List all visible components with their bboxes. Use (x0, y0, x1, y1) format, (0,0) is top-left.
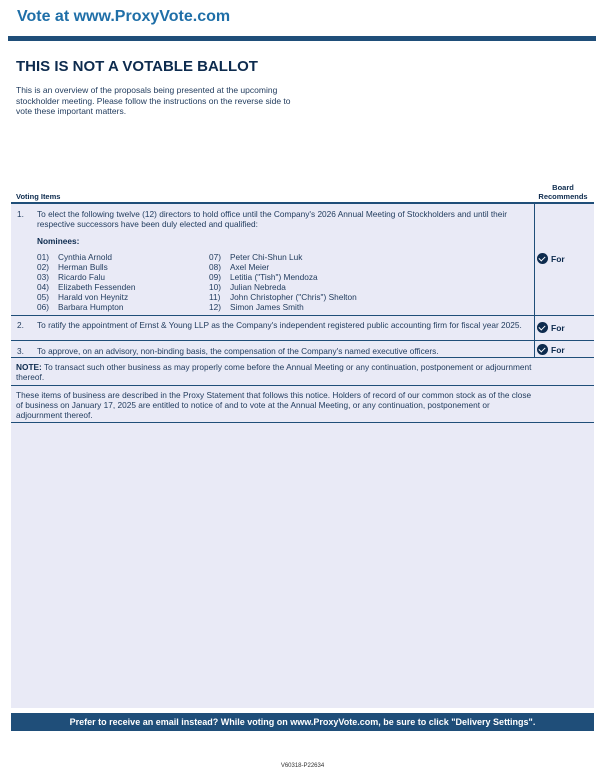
nominee-number: 06) (37, 302, 49, 312)
item-number: 2. (17, 320, 24, 330)
board-recommends-header: Board Recommends (538, 183, 588, 201)
nominee-number: 07) (209, 252, 221, 262)
nominee (209, 282, 286, 292)
ballot-title: THIS IS NOT A VOTABLE BALLOT (16, 58, 258, 75)
nominee (37, 272, 105, 282)
header-title: Vote at www.ProxyVote.com (17, 8, 231, 25)
recommendation-label: For (551, 253, 565, 264)
note-label: NOTE: (16, 362, 42, 372)
nominee-name: Axel Meier (230, 262, 270, 272)
divider (11, 385, 594, 386)
recommendation-label: For (551, 344, 565, 355)
check-circle-icon (537, 322, 548, 333)
nominee-number: 01) (37, 252, 49, 262)
nominee-name: Letitia ("Tish") Mendoza (230, 272, 318, 282)
divider (11, 422, 594, 423)
divider (11, 340, 594, 341)
board-recommendation (537, 253, 565, 264)
column-divider (534, 202, 535, 358)
nominee-name: Ricardo Falu (58, 272, 106, 282)
nominee-name: Simon James Smith (230, 302, 304, 312)
nominee (37, 302, 124, 312)
nominee (37, 262, 108, 272)
nominee-number: 08) (209, 262, 221, 272)
divider (11, 202, 594, 204)
nominee-name: Peter Chi-Shun Luk (230, 252, 303, 262)
divider (11, 315, 594, 316)
board-recommendation (537, 322, 565, 333)
nominee-name: Julian Nebreda (230, 282, 286, 292)
nominee (37, 292, 128, 302)
nominee-number: 05) (37, 292, 49, 302)
nominee-number: 11) (209, 292, 221, 302)
document-code: V60318-P22634 (280, 763, 325, 769)
footer-banner: Prefer to receive an email instead? While voting on www.ProxyVote.com, be sure to click "Delivery Settings". (11, 713, 594, 731)
header-bar (8, 36, 596, 41)
item-text: To elect the following twelve (12) directors to hold office until the Company's 2026 Annual Meeting of Stockholders and until their respective successors have been duly elected and qualified: (37, 209, 508, 229)
nominees-label: Nominees: (37, 236, 80, 246)
nominee-name: Barbara Humpton (58, 302, 124, 312)
check-circle-icon (537, 344, 548, 355)
nominee-number: 12) (209, 302, 221, 312)
item-number: 3. (17, 346, 24, 356)
intro-text: This is an overview of the proposals being presented at the upcoming stockholder meeting. Please follow the instructions on the reverse side to vote these important matters. (16, 85, 291, 116)
item-text: To approve, on an advisory, non-binding basis, the compensation of the Company's named executive officers. (37, 346, 439, 356)
business-description: These items of business are described in the Proxy Statement that follows this notice. Holders of record of our common stock as of the close of business on January 17, 2025 are entitled to notice of and to vote at the Annual Meeting, or any continuation, postponement or adjournment thereof. (16, 390, 532, 420)
voting-items-header: Voting Items (16, 192, 61, 201)
check-circle-icon (537, 253, 548, 264)
nominee-number: 03) (37, 272, 49, 282)
nominee-number: 02) (37, 262, 49, 272)
note (16, 362, 534, 382)
nominee-number: 09) (209, 272, 221, 282)
nominee-name: Herman Bulls (58, 262, 108, 272)
nominee (209, 272, 318, 282)
nominee-name: John Christopher ("Chris") Shelton (230, 292, 357, 302)
board-recommendation (537, 344, 565, 355)
nominee (209, 302, 304, 312)
nominee (37, 282, 136, 292)
nominee-name: Cynthia Arnold (58, 252, 112, 262)
recommendation-label: For (551, 322, 565, 333)
note-text: To transact such other business as may properly come before the Annual Meeting or any continuation, postponement or adjournment thereof. (16, 362, 532, 382)
nominee (209, 292, 357, 302)
nominee-name: Elizabeth Fessenden (58, 282, 136, 292)
item-text: To ratify the appointment of Ernst & Young LLP as the Company's independent registered public accounting firm for fiscal year 2025. (37, 320, 522, 330)
nominee (209, 262, 269, 272)
nominee-name: Harald von Heynitz (58, 292, 129, 302)
nominee-number: 10) (209, 282, 221, 292)
item-number: 1. (17, 209, 24, 219)
divider (11, 357, 594, 358)
nominee (37, 252, 112, 262)
nominee (209, 252, 302, 262)
nominee-number: 04) (37, 282, 49, 292)
